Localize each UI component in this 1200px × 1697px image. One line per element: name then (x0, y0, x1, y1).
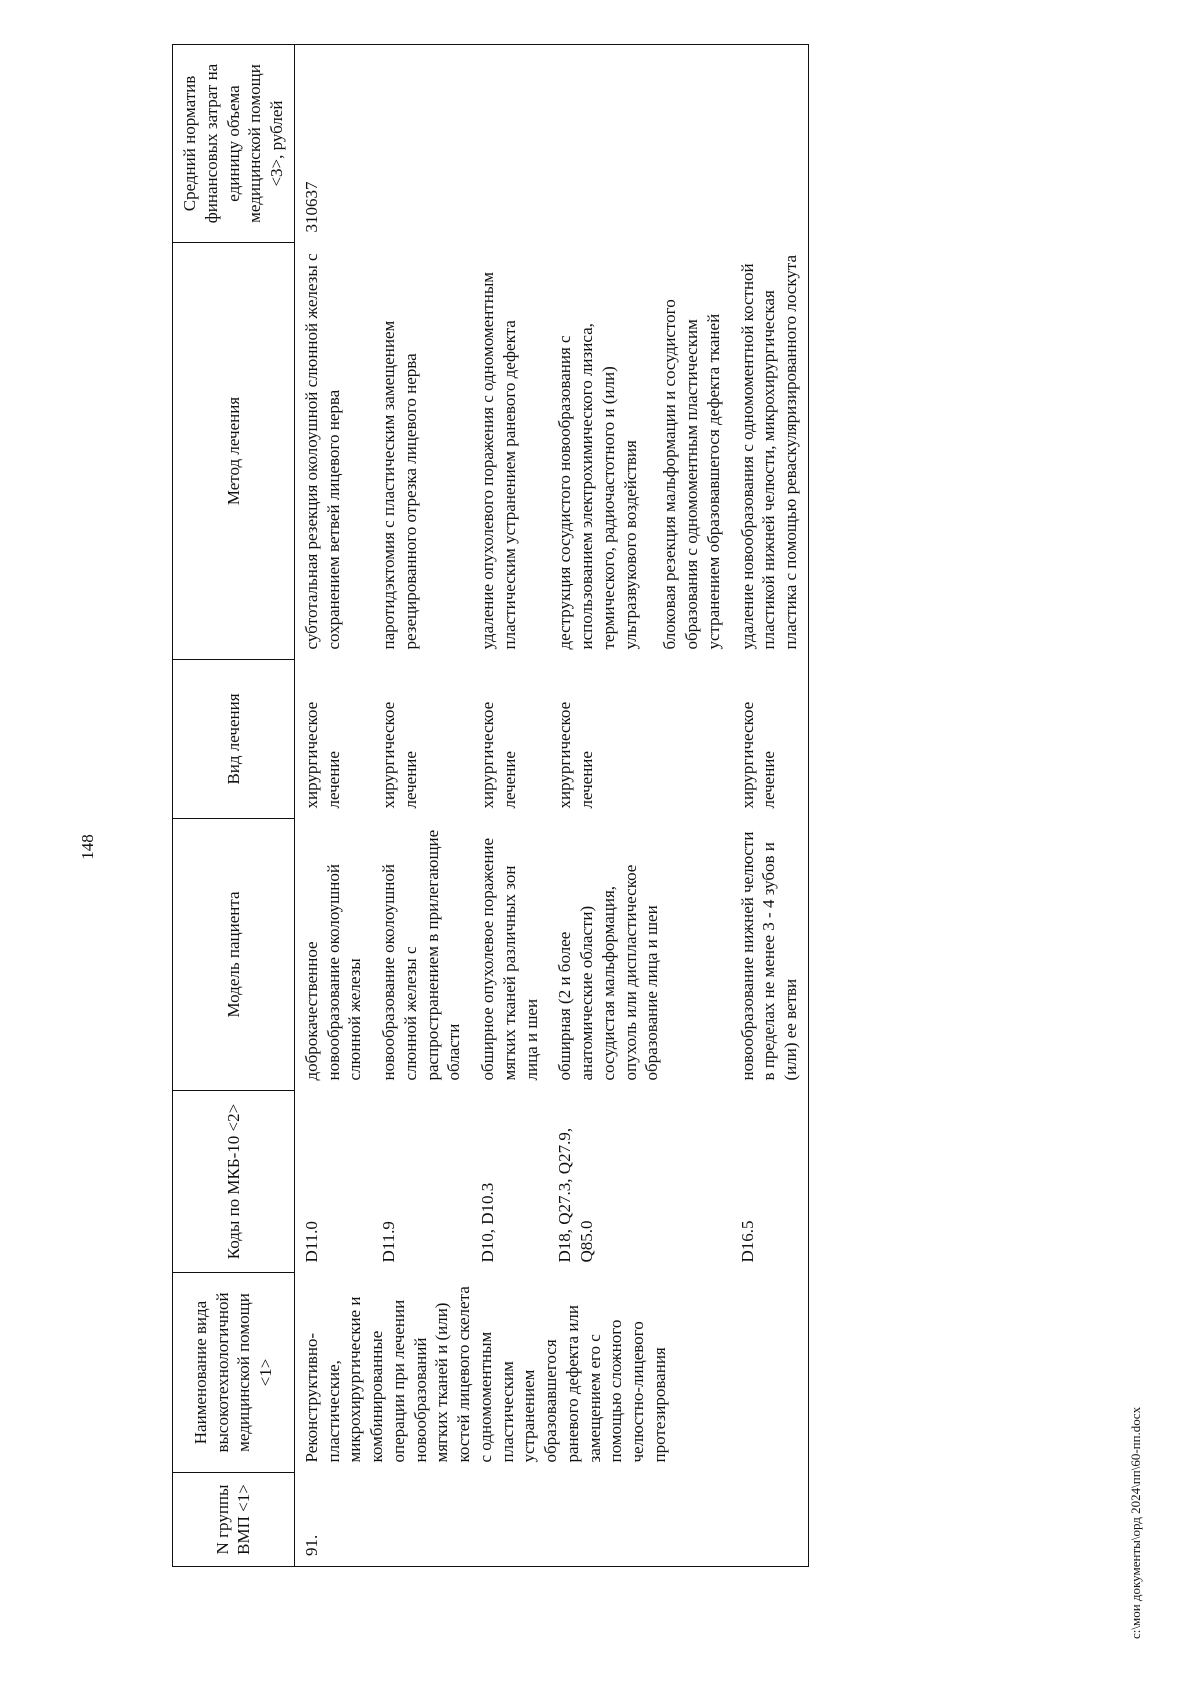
method-cell (548, 243, 730, 660)
table-row (294, 45, 372, 1567)
header-group-number: N группы ВМП <1> (173, 1473, 295, 1567)
model-cell: доброкачественное новообразование околоушной слюнной железы (301, 864, 365, 1081)
header-row (173, 45, 295, 1567)
codes-cell: D10, D10.3 (478, 1182, 497, 1263)
model-cell: обширная (2 и более анатомические области) сосудистая мальформация, опухоль или диспластическое образование лица и шеи (555, 864, 662, 1081)
header-patient-model: Модель пациента (173, 819, 295, 1091)
group-number-cell: 91. (301, 1534, 321, 1556)
page-number: 148 (78, 834, 97, 860)
header-treatment-type: Вид лечения (173, 660, 295, 819)
codes-cell: D11.9 (379, 1221, 398, 1263)
method-text: деструкция сосудистого новообразования с использованием электрохимического лизиса, термического, радиочастотного и (или) ультразвукового воздействия (555, 323, 640, 650)
method-text: блоковая резекция мальформации и сосудистого образования с одномоментным пластическим устранением образовавшегося дефекта тканей (660, 299, 723, 650)
model-cell: обширное опухолевое поражение мягких тканей различных зон лица и шеи (478, 837, 541, 1081)
treatment-type-cell: хирургическое лечение (555, 701, 596, 809)
treatment-type-cell: хирургическое лечение (301, 701, 343, 809)
vmp-name-cell: Реконструктивно-пластические, микрохирургические и комбинированные операции при лечении новообразований мягких тканей и (или) костей лицевого скелета с одномоментным пластическим устранением образовавшегося раневого дефекта или замещением его с помощью сложного челюстно-лицевого протезирования (301, 1286, 669, 1463)
method-cell: паротидэктомия с пластическим замещением резецированного отрезка лицевого нерва (379, 320, 420, 650)
treatment-type-cell: хирургическое лечение (478, 701, 519, 809)
header-icd-codes: Коды по МКБ-10 <2> (173, 1091, 295, 1273)
codes-cell: D11.0 (301, 1221, 321, 1263)
treatment-type-cell: хирургическое лечение (737, 701, 779, 809)
header-cost-norm: Средний норматив финансовых затрат на единицу объема медицинской помощи <3>, рублей (173, 45, 295, 243)
method-cell: субтотальная резекция околоушной слюнной железы с сохранением ветвей лицевого нерва (301, 253, 343, 650)
model-cell: новообразование околоушной слюнной железы с распространением в прилегающие области (379, 829, 464, 1081)
codes-cell: D16.5 (737, 1220, 757, 1263)
treatment-type-cell: хирургическое лечение (379, 701, 420, 809)
method-cell: удаление новообразования с одномоментной костной пластикой нижней челюсти, микрохирургическая пластика с помощью реваскуляризированного лоскута (737, 254, 800, 650)
header-treatment-method: Метод лечения (173, 243, 295, 660)
method-cell: удаление опухолевого поражения с одномоментным пластическим устранением раневого дефекта (478, 271, 519, 650)
codes-cell: D18, Q27.3, Q27.9, Q85.0 (555, 1127, 596, 1263)
header-vmp-name: Наименование вида высокотехнологичной медицинской помощи <1> (173, 1273, 295, 1473)
footer-file-path: c:\мои документы\орд 2024\пп\60-пп.docx (1128, 1406, 1143, 1639)
vmp-table (172, 44, 809, 1567)
cost-norm-cell: 310637 (301, 181, 321, 233)
model-cell: новообразование нижней челюсти в пределах не менее 3 - 4 зубов и (или) ее ветви (737, 831, 800, 1081)
